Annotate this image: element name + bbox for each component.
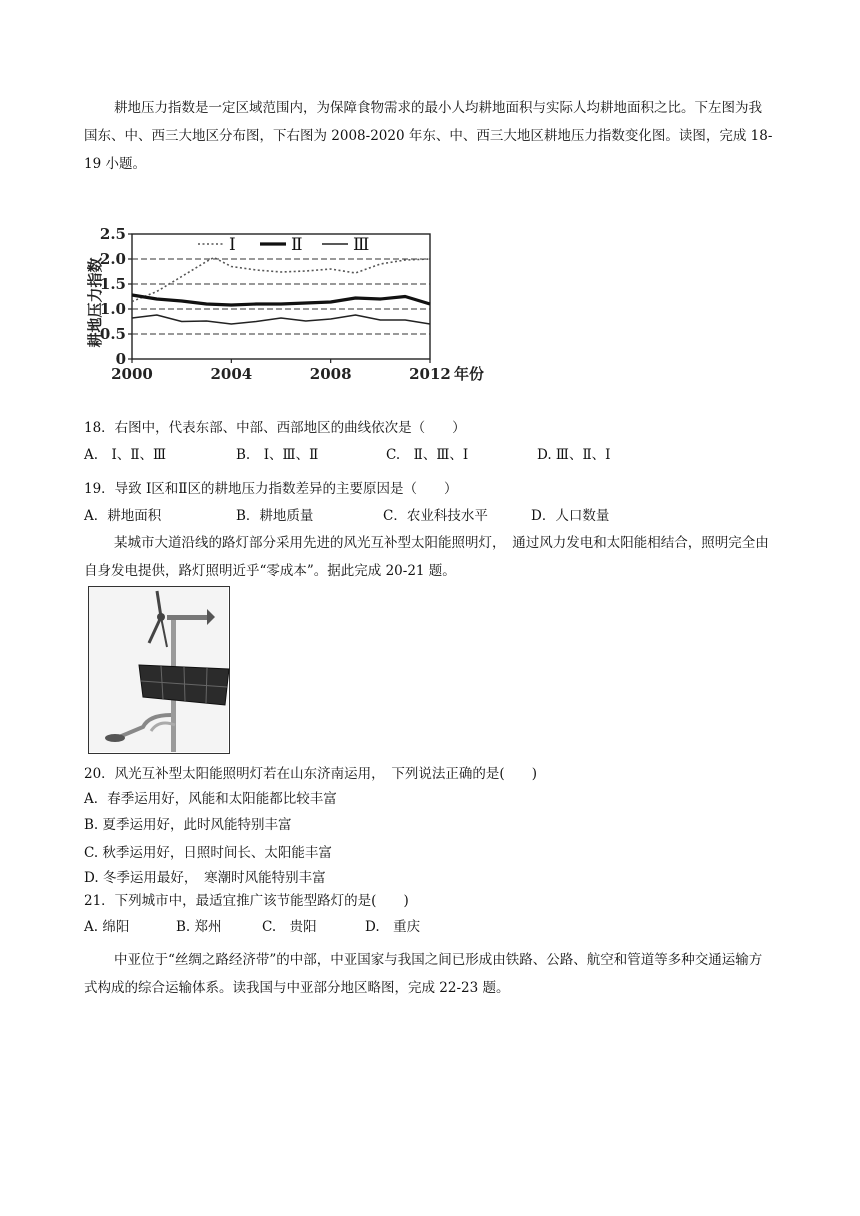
q20-stem: 20．风光互补型太阳能照明灯若在山东济南运用， 下列说法正确的是( ) bbox=[84, 766, 537, 782]
q18-option-d[interactable]: D. Ⅲ、Ⅱ、Ⅰ bbox=[537, 447, 611, 463]
intro-paragraph-1: 耕地压力指数是一定区域范围内，为保障食物需求的最小人均耕地面积与实际人均耕地面积之比。下左图为我国东、中、西三大地区分布图，下右图为 2008-2020 年东、中、西三大地区耕地压力指数变化图。读图，完成 18-19 小题。 bbox=[84, 100, 773, 172]
intro-paragraph-2: 某城市大道沿线的路灯部分采用先进的风光互补型太阳能照明灯， 通过风力发电和太阳能相结合，照明完全由自身发电提供，路灯照明近乎“零成本”。据此完成 20-21 题。 bbox=[84, 535, 769, 579]
plot-frame bbox=[132, 234, 430, 359]
q21-option-b[interactable]: B. 郑州 bbox=[176, 919, 222, 935]
y-tick-label: 1.0 bbox=[99, 300, 126, 318]
y-axis-label: 耕地压力指数 bbox=[86, 257, 104, 348]
q18-option-a[interactable]: A. Ⅰ、Ⅱ、Ⅲ bbox=[84, 447, 167, 463]
legend-label-1: Ⅰ bbox=[229, 235, 236, 255]
y-tick-label: 0 bbox=[115, 350, 126, 368]
q21-stem: 21．下列城市中，最适宜推广该节能型路灯的是( ) bbox=[84, 893, 409, 909]
x-tick-label: 2004 bbox=[210, 365, 253, 383]
q18-option-c[interactable]: C. Ⅱ、Ⅲ、Ⅰ bbox=[386, 447, 469, 463]
series-line-1 bbox=[132, 258, 430, 302]
q19-stem: 19．导致 Ⅰ区和Ⅱ区的耕地压力指数差异的主要原因是（ ） bbox=[84, 481, 458, 497]
q18-stem: 18．右图中，代表东部、中部、西部地区的曲线依次是（ ） bbox=[84, 420, 466, 436]
y-tick-label: 1.5 bbox=[99, 275, 126, 293]
q19-option-b[interactable]: B．耕地质量 bbox=[236, 508, 314, 524]
x-tick-label: 2000 bbox=[111, 365, 153, 383]
cultivated-land-pressure-chart bbox=[80, 222, 485, 390]
q20-option-a[interactable]: A．春季运用好，风能和太阳能都比较丰富 bbox=[84, 791, 337, 807]
series-line-2 bbox=[132, 295, 430, 305]
q18-option-b[interactable]: B. Ⅰ、Ⅲ、Ⅱ bbox=[236, 447, 319, 463]
q19-option-d[interactable]: D．人口数量 bbox=[531, 508, 610, 524]
intro-paragraph-3: 中亚位于“丝绸之路经济带”的中部，中亚国家与我国之间已形成由铁路、公路、航空和管道等多种交通运输方式构成的综合运输体系。读我国与中亚部分地区略图，完成 22-23 题。 bbox=[84, 952, 763, 996]
y-tick-label: 2.5 bbox=[99, 225, 126, 243]
q20-option-c[interactable]: C. 秋季运用好，日照时间长、太阳能丰富 bbox=[84, 845, 332, 861]
wind-solar-street-lamp-image bbox=[88, 586, 230, 754]
q19-option-c[interactable]: C．农业科技水平 bbox=[383, 508, 488, 524]
series-line-3 bbox=[132, 315, 430, 324]
q21-option-c[interactable]: C. 贵阳 bbox=[262, 919, 317, 935]
x-tick-label: 2012 bbox=[409, 365, 451, 383]
y-tick-label: 0.5 bbox=[99, 325, 126, 343]
legend-label-3: Ⅲ bbox=[353, 235, 370, 255]
q19-option-a[interactable]: A．耕地面积 bbox=[84, 508, 162, 524]
q21-option-a[interactable]: A. 绵阳 bbox=[84, 919, 130, 935]
y-tick-label: 2.0 bbox=[99, 250, 126, 268]
x-tick-label: 2008 bbox=[309, 365, 352, 383]
q20-option-b[interactable]: B. 夏季运用好，此时风能特别丰富 bbox=[84, 817, 292, 833]
q21-option-d[interactable]: D. 重庆 bbox=[365, 919, 421, 935]
q20-option-d[interactable]: D. 冬季运用最好， 寒潮时风能特别丰富 bbox=[84, 870, 326, 886]
x-axis-label: 年份 bbox=[454, 365, 485, 383]
legend-label-2: Ⅱ bbox=[291, 235, 303, 255]
